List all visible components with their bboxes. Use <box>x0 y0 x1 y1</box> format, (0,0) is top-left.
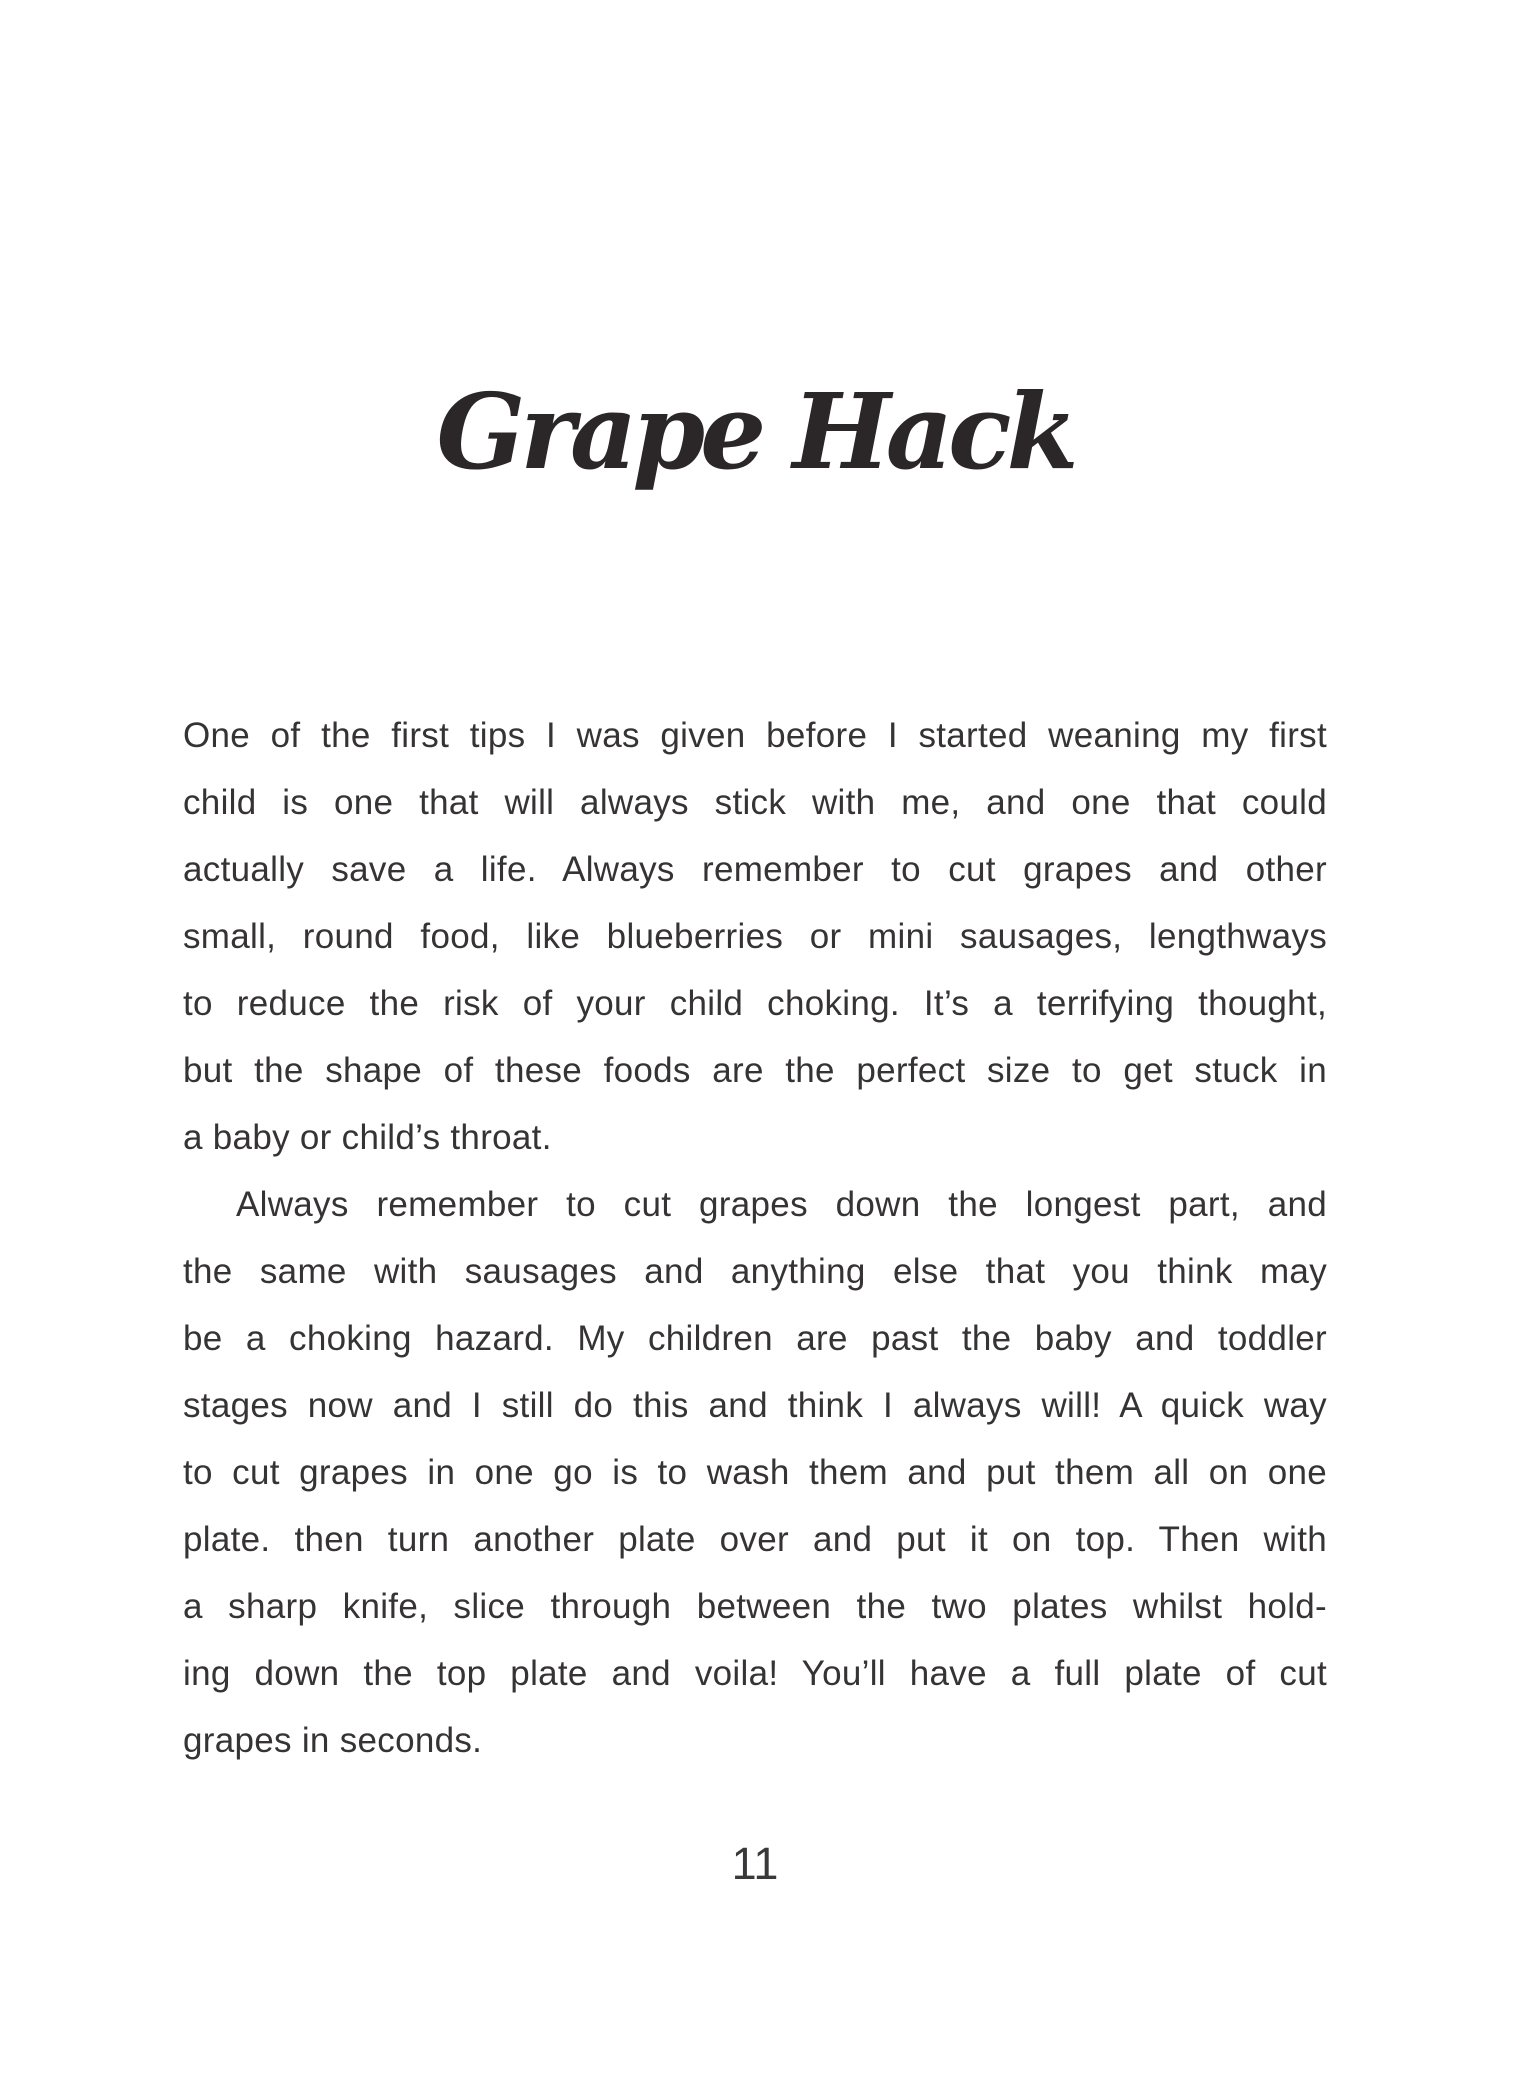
paragraph <box>183 1171 1327 1774</box>
text-line: One of the first tips I was given before I started weaning my first <box>183 716 1327 755</box>
text-line: child is one that will always stick with me, and one that could <box>183 783 1327 822</box>
text-line: the same with sausages and anything else that you think may <box>183 1252 1327 1291</box>
text-line: be a choking hazard. My children are past the baby and toddler <box>183 1319 1327 1358</box>
paragraph <box>183 702 1327 1171</box>
text-line: a sharp knife, slice through between the two plates whilst hold- <box>183 1587 1327 1626</box>
text-line: to cut grapes in one go is to wash them and put them all on one <box>183 1453 1327 1492</box>
body-text <box>183 702 1327 1774</box>
text-line: small, round food, like blueberries or mini sausages, lengthways <box>183 917 1327 956</box>
text-line: Always remember to cut grapes down the longest part, and <box>236 1185 1327 1224</box>
text-line: ing down the top plate and voila! You’ll have a full plate of cut <box>183 1654 1327 1693</box>
page-number: 11 <box>731 1838 779 1889</box>
text-line: actually save a life. Always remember to cut grapes and other <box>183 850 1327 889</box>
chapter-title: Grape Hack <box>436 370 1074 493</box>
text-line: but the shape of these foods are the perfect size to get stuck in <box>183 1051 1327 1090</box>
text-line: grapes in seconds. <box>183 1721 483 1760</box>
text-line: a baby or child’s throat. <box>183 1118 552 1157</box>
text-line: plate. then turn another plate over and put it on top. Then with <box>183 1520 1327 1559</box>
text-line: to reduce the risk of your child choking. It’s a terrifying thought, <box>183 984 1327 1023</box>
text-line: stages now and I still do this and think I always will! A quick way <box>183 1386 1327 1425</box>
